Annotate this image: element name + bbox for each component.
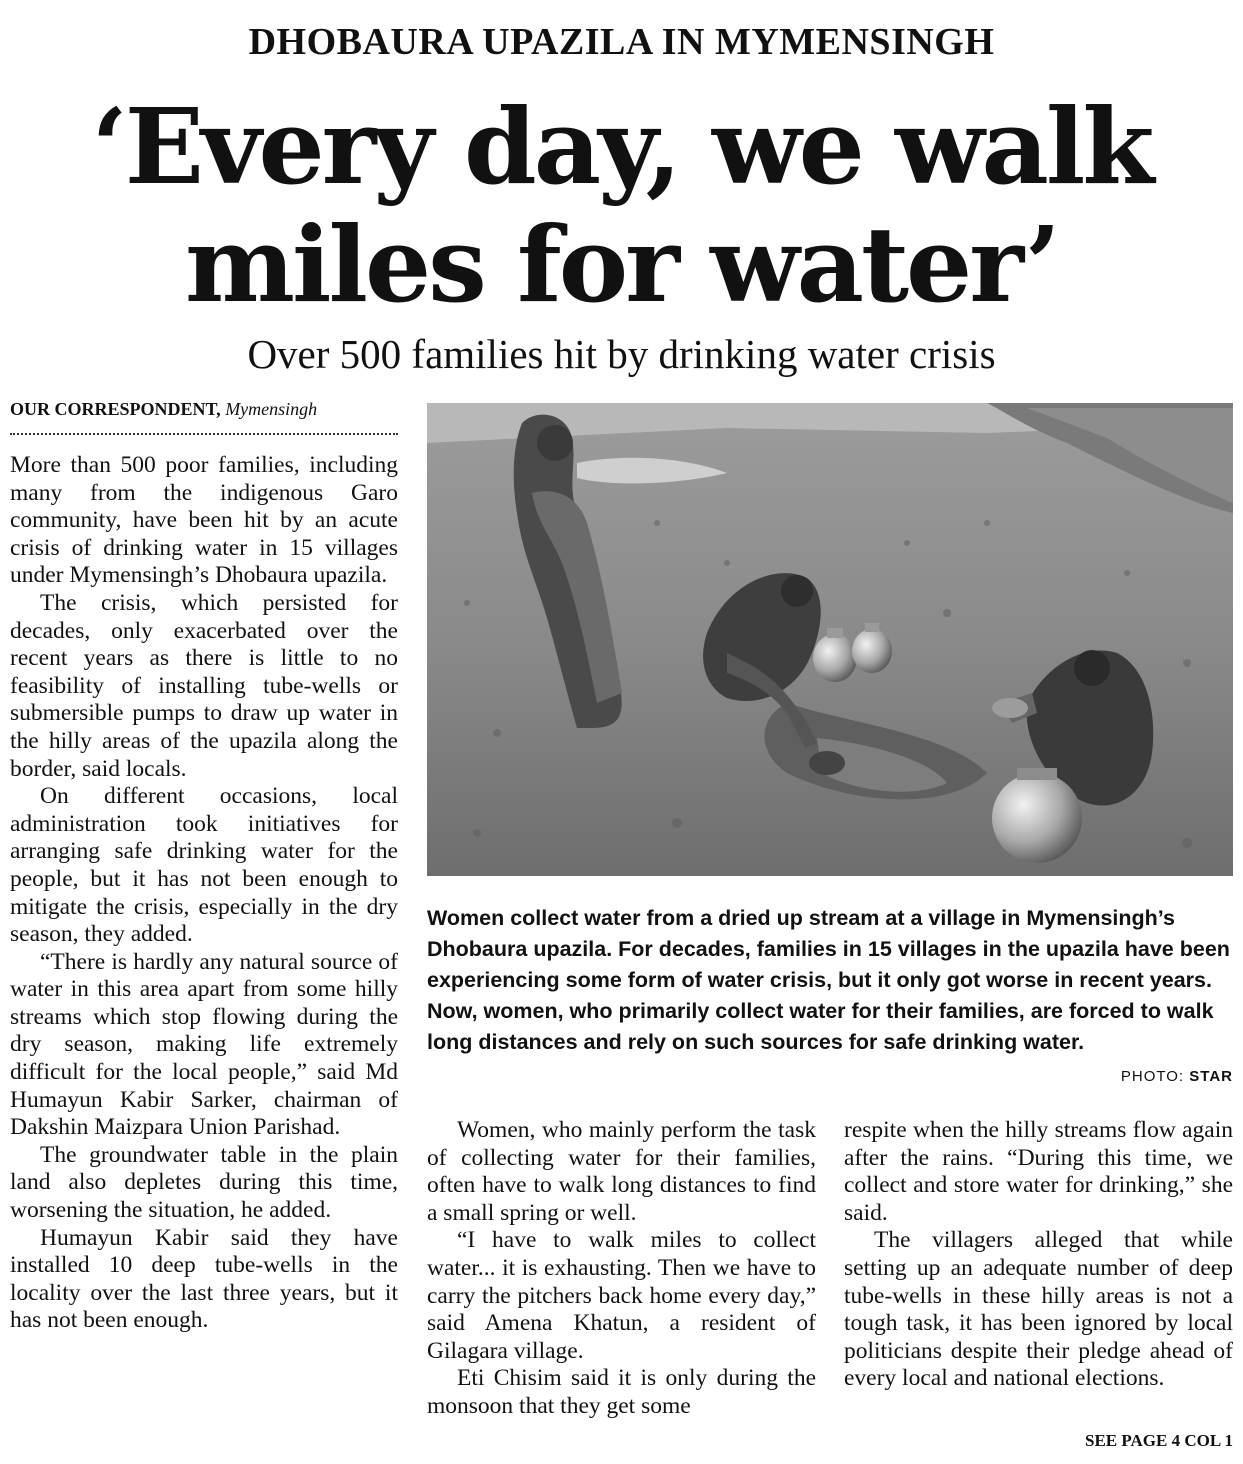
byline-place: Mymensingh — [225, 399, 318, 419]
headline-line-1: ‘Every day, we walk — [91, 85, 1152, 208]
paragraph: Women, who mainly perform the task of collecting water for their families, often have to walk long distances to find a small spring or well. — [427, 1117, 816, 1226]
news-photo — [427, 403, 1233, 876]
photo-credit-label: PHOTO: — [1120, 1068, 1185, 1085]
photo-women-collecting-water-icon — [427, 403, 1233, 876]
subheadline: Over 500 families hit by drinking water crisis — [247, 331, 996, 377]
section-kicker: DHOBAURA UPAZILA IN MYMENSINGH — [248, 21, 995, 63]
paragraph: Eti Chisim said it is only during the monsoon that they get some — [427, 1365, 816, 1419]
paragraph: The groundwater table in the plain land also depletes during this time, worsening the situation, he added. — [10, 1141, 398, 1224]
article-column-3 — [844, 1117, 1233, 1393]
byline — [10, 399, 398, 420]
paragraph: The villagers alleged that while setting up an adequate number of deep tube-wells in these hilly areas is not a tough task, it has been ignored by local politicians despite their pledge ahead of every local and national elections. — [844, 1227, 1233, 1392]
paragraph: “I have to walk miles to collect water... it is exhausting. Then we have to carry the pitchers back home every day,” said Amena Khatun, a resident of Gilagara village. — [427, 1227, 816, 1364]
continuation-jump-line[interactable]: SEE PAGE 4 COL 1 — [1085, 1431, 1233, 1450]
paragraph: “There is hardly any natural source of water in this area apart from some hilly streams which stop flowing during the dry season, making life extremely difficult for the local people,” said Md Humayun Kabir Sarker, chairman of Dakshin Maizpara Union Parishad. — [10, 948, 398, 1141]
paragraph: Humayun Kabir said they have installed 10 deep tube-wells in the locality over the last three years, but it has not been enough. — [10, 1224, 398, 1334]
article-column-2 — [427, 1117, 816, 1421]
headline-line-2: miles for water’ — [184, 203, 1059, 326]
paragraph: On different occasions, local administration took initiatives for arranging safe drinking water for the people, but it has not been enough to mitigate the crisis, especially in the dry season, they added. — [10, 783, 398, 948]
photo-caption: Women collect water from a dried up stream at a village in Mymensingh’s Dhobaura upazila. For decades, families in 15 villages in the upazila have been experiencing some form of water crisis, but it only got worse in recent years. Now, women, who primarily collect water for their families, are forced to walk long distances and rely on such sources for safe drinking water. — [427, 906, 1230, 1054]
photo-credit — [1121, 1068, 1233, 1085]
paragraph: The crisis, which persisted for decades, only exacerbated over the recent years as there is little to no feasibility of installing tube-wells or submersible pumps to draw up water in the hilly areas of the upazila along the border, said locals. — [10, 589, 398, 782]
paragraph: respite when the hilly streams flow again after the rains. “During this time, we collect and store water for drinking,” she said. — [844, 1117, 1233, 1226]
paragraph: More than 500 poor families, including many from the indigenous Garo community, have been hit by an acute crisis of drinking water in 15 villages under Mymensingh’s Dhobaura upazila. — [10, 452, 398, 589]
article-column-1 — [10, 452, 398, 1335]
byline-divider — [10, 433, 398, 435]
headline — [0, 85, 1243, 326]
photo-credit-source: STAR — [1189, 1068, 1233, 1085]
byline-name: OUR CORRESPONDENT, — [10, 399, 221, 419]
